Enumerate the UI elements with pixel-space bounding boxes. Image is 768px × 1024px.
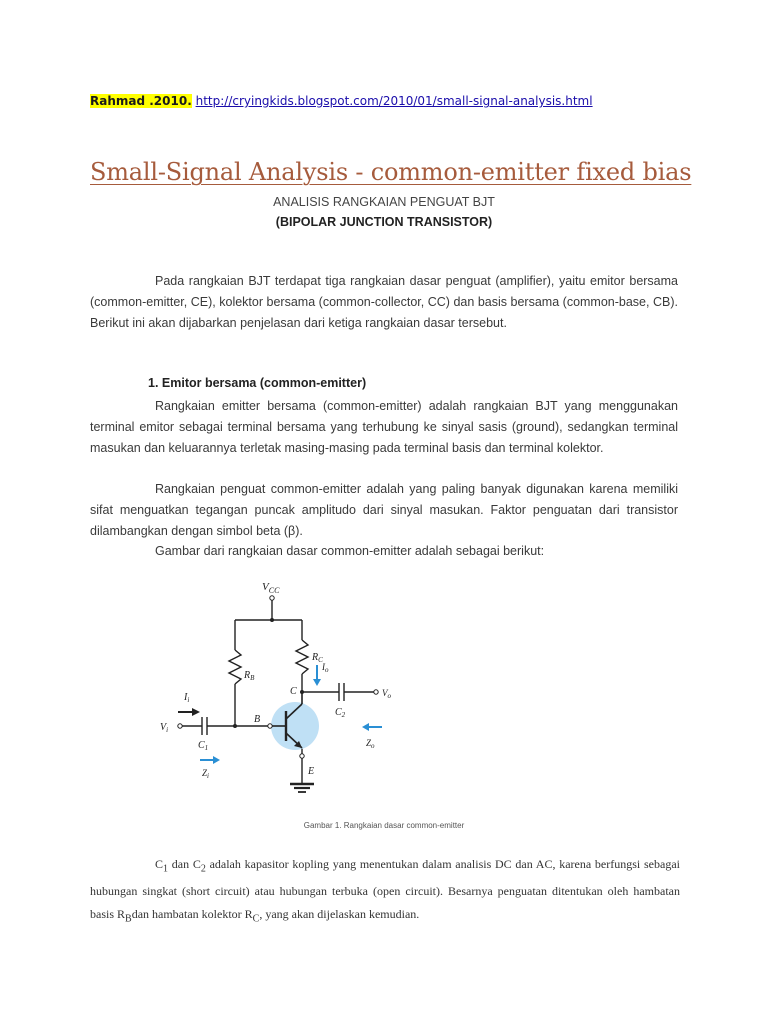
section-paragraph-1: Rangkaian emitter bersama (common-emitter) adalah rangkaian BJT yang menggunakan terminal emitor sebagai terminal bersama yang terhubung ke sinyal sasis (ground), sedangkan terminal masukan dan keluarannya terletak masing-masing pada terminal basis dan terminal kolektor. (90, 399, 678, 455)
subtitle-bold: (BIPOLAR JUNCTION TRANSISTOR) (275, 215, 493, 229)
section-heading: 1. Emitor bersama (common-emitter) (148, 376, 367, 390)
collector-node-label: C (290, 686, 297, 697)
rc-label: $R_C$ (312, 652, 323, 664)
zi-label: $Z_i$ (202, 768, 209, 780)
base-node-label: B (254, 714, 261, 725)
figure-caption: Gambar 1. Rangkaian dasar common-emitter (303, 821, 465, 830)
citation-author: Rahmad .2010. (90, 94, 192, 108)
zo-arrow (362, 723, 382, 731)
section-paragraph-2: Rangkaian penguat common-emitter adalah yang paling banyak digunakan karena memiliki sifat menguatkan tegangan puncak amplitudo dari sinyal masukan. Faktor penguatan dari transistor dilambangkan dengan simbol beta (β). (90, 482, 678, 538)
emitter-node-label: E (308, 766, 315, 777)
zi-arrow (200, 756, 220, 764)
subtitle: ANALISIS RANGKAIAN PENGUAT BJT (273, 195, 495, 209)
vo-label: $V_o$ (382, 688, 391, 700)
circuit-diagram (140, 570, 600, 810)
vi-label: $V_i$ (160, 722, 169, 734)
vcc-label: $V_{CC}$ (262, 581, 280, 595)
io-arrow (313, 665, 321, 686)
input-current-arrow (178, 708, 200, 716)
page-title: Small-Signal Analysis - common-emitter fixed bias (90, 158, 692, 186)
ii-label: $I_i$ (184, 692, 190, 704)
c2-label: $C_2$ (335, 707, 346, 719)
io-label: $I_o$ (322, 662, 329, 674)
zo-label: $Z_o$ (366, 738, 375, 750)
intro-paragraph: Pada rangkaian BJT terdapat tiga rangkaian dasar penguat (amplifier), yaitu emitor bersama (common-emitter, CE), kolektor bersama (common-collector, CC) dan basis bersama (common-base, CB). Berikut ini akan dijabarkan penjelasan dari ketiga rangkaian dasar tersebut. (90, 274, 678, 330)
rb-label: $R_B$ (244, 670, 255, 682)
citation-link[interactable]: http://cryingkids.blogspot.com/2010/01/small-signal-analysis.html (195, 94, 593, 108)
citation-line (90, 94, 593, 108)
closing-paragraph: $C_1$ dan $C_2$ adalah kapasitor kopling yang menentukan dalam analisis DC dan AC, karena berfungsi sebagai hubungan singkat (short circuit) atau hubungan terbuka (open circuit). Besarnya penguatan ditentukan oleh hambatan basis $R_Bdan$ hambatan kolektor $R_C$, yang akan dijelaskan kemudian. (90, 857, 680, 925)
section-paragraph-3: Gambar dari rangkaian dasar common-emitter adalah sebagai berikut: (155, 544, 545, 558)
c1-label: $C_1$ (198, 740, 209, 752)
